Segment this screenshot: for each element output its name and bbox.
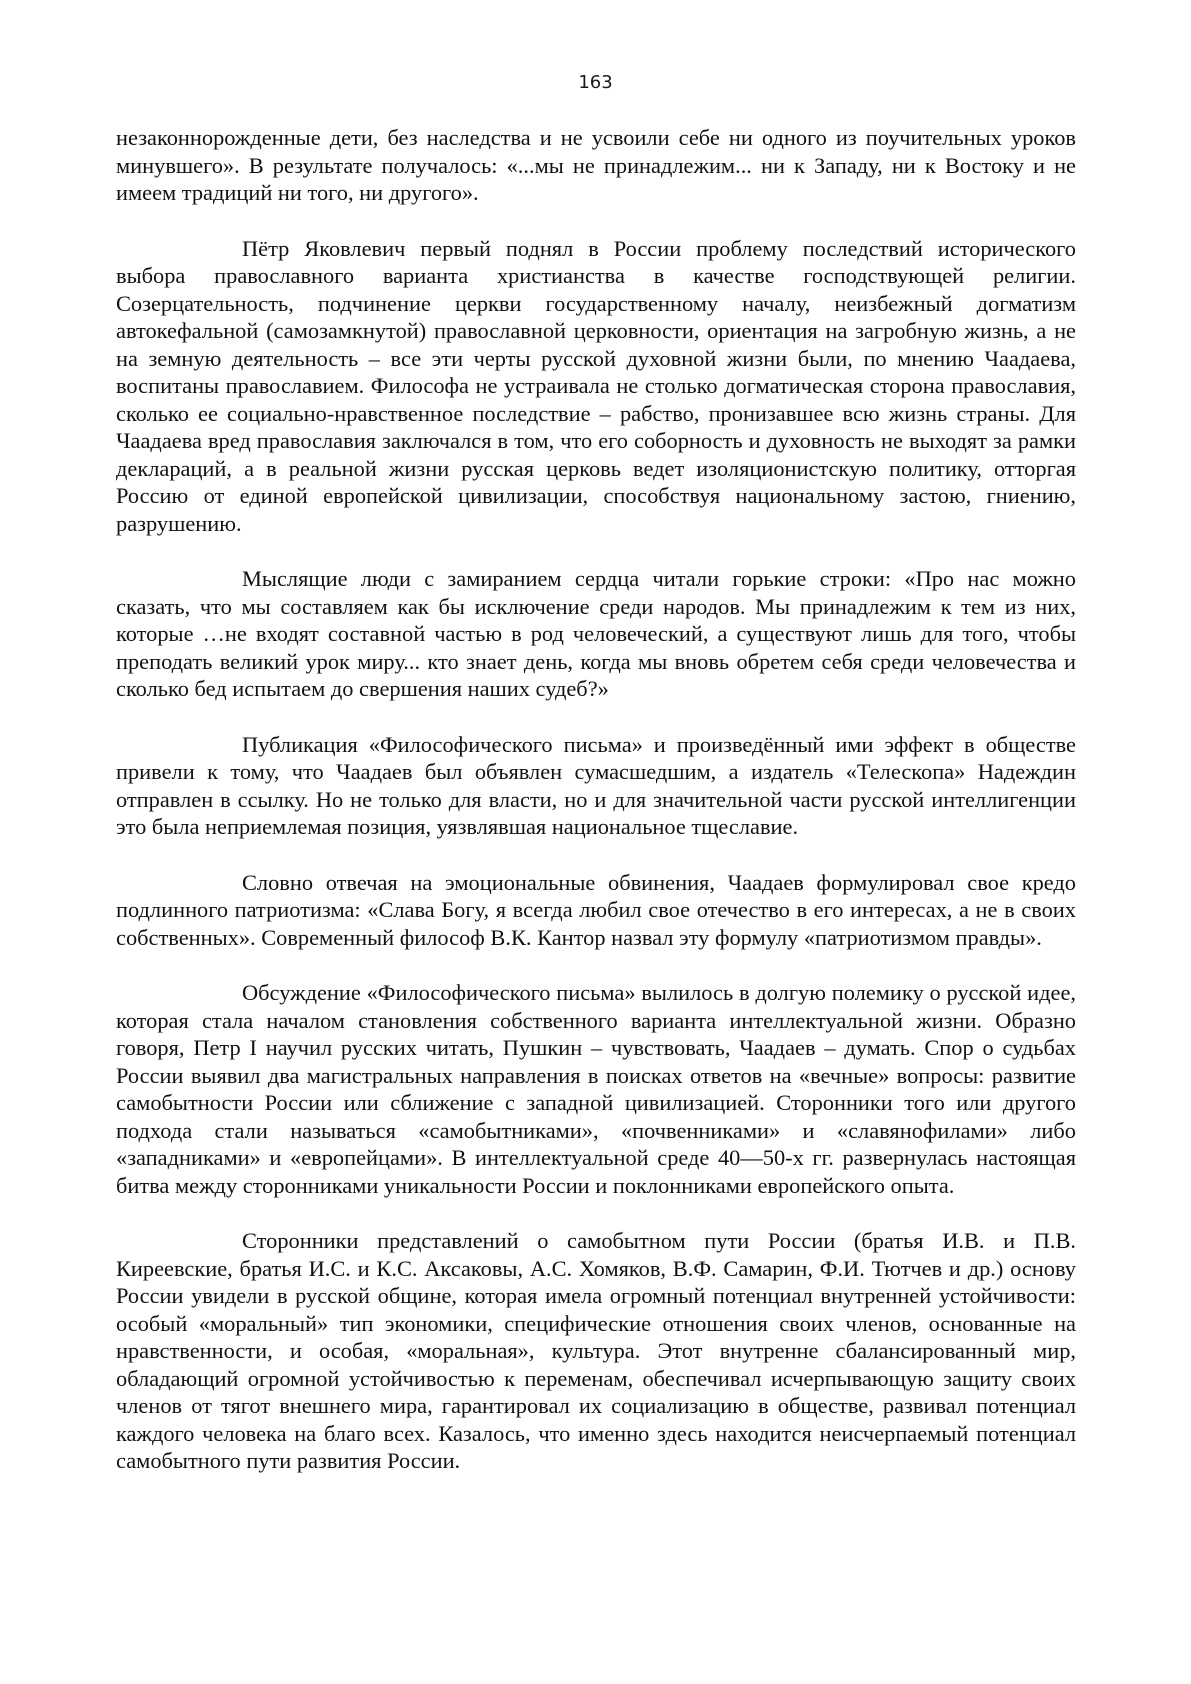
paragraph-russian-idea-debate: Обсуждение «Философического письма» вылилось в долгую полемику о русской идее, которая стала началом становления собственного варианта интеллектуальной жизни. Образно говоря, Петр I научил русских читать, Пушкин – чувствовать, Чаадаев – думать. Спор о судьбах России выявил два магистральных направления в поисках ответов на «вечные» вопросы: развитие самобытности России или сближение с западной цивилизацией. Сторонники того или другого подхода стали называться «самобытниками», «почвенниками» и «славянофилами» либо «западниками» и «европейцами». В интеллектуальной среде 40—50-х гг. развернулась настоящая битва между сторонниками уникальности России и поклонниками европейского опыта. [116, 980, 1076, 1198]
paragraph-bitter-lines-quote: Мыслящие люди с замиранием сердца читали горькие строки: «Про нас можно сказать, что мы составляем как бы исключение среди народов. Мы принадлежим к тем из них, которые …не входят составной частью в род человеческий, а существуют лишь для того, чтобы преподать великий урок миру... кто знает день, когда мы вновь обретем себя среди человечества и сколько бед испытаем до свершения наших судеб?» [116, 566, 1076, 701]
paragraph-chaadaev-orthodoxy: Пётр Яковлевич первый поднял в России проблему последствий исторического выбора православного варианта христианства в качестве господствующей религии. Созерцательность, подчинение церкви государственному началу, неизбежный догматизм автокефальной (самозамкнутой) православной церковности, ориентация на загробную жизнь, а не на земную деятельность – все эти черты русской духовной жизни были, по мнению Чаадаева, воспитаны православием. Философа не устраивала не столько догматическая сторона православия, сколько ее социально-нравственное последствие – рабство, пронизавшее всю жизнь страны. Для Чаадаева вред православия заключался в том, что его соборность и духовность не выходят за рамки деклараций, а в реальной жизни русская церковь ведет изоляционистскую политику, отторгая Россию от единой европейской цивилизации, способствуя национальному застою, гниению, разрушению. [116, 235, 1076, 536]
paragraph-slavophiles-community: Сторонники представлений о самобытном пути России (братья И.В. и П.В. Киреевские, братья И.С. и К.С. Аксаковы, А.С. Хомяков, В.Ф. Самарин, Ф.И. Тютчев и др.) основу России увидели в русской общине, которая имела огромный потенциал внутренней устойчивости: особый «моральный» тип экономики, специфические отношения своих членов, основанные на нравственности, и особая, «моральная», культура. Этот внутренне сбалансированный мир, обладающий огромной устойчивостью к переменам, обеспечивал исчерпывающую защиту своих членов от тягот внешнего мира, гарантировал их социализацию в обществе, развивал потенциал каждого человека на благо всех. Казалось, что именно здесь находится неисчерпаемый потенциал самобытного пути развития России. [116, 1228, 1076, 1473]
page-number: 163 [578, 72, 613, 93]
paragraph-continuation: незаконнорожденные дети, без наследства и не усвоили себе ни одного из поучительных уроков минувшего». В результате получалось: «...мы не принадлежим... ни к Западу, ни к Востоку и не имеем традиций ни того, ни другого». [116, 125, 1076, 205]
paragraph-publication-consequences: Публикация «Философического письма» и произведённый ими эффект в обществе привели к тому, что Чаадаев был объявлен сумасшедшим, а издатель «Телескопа» Надеждин отправлен в ссылку. Но не только для власти, но и для значительной части русской интеллигенции это была неприемлемая позиция, уязвлявшая национальное тщеславие. [116, 731, 1076, 839]
paragraph-patriotism-credo: Словно отвечая на эмоциональные обвинения, Чаадаев формулировал свое кредо подлинного патриотизма: «Слава Богу, я всегда любил свое отечество в его интересах, а не в своих собственных». Современный философ В.К. Кантор назвал эту формулу «патриотизмом правды». [116, 869, 1076, 950]
page-body [116, 124, 1076, 1503]
